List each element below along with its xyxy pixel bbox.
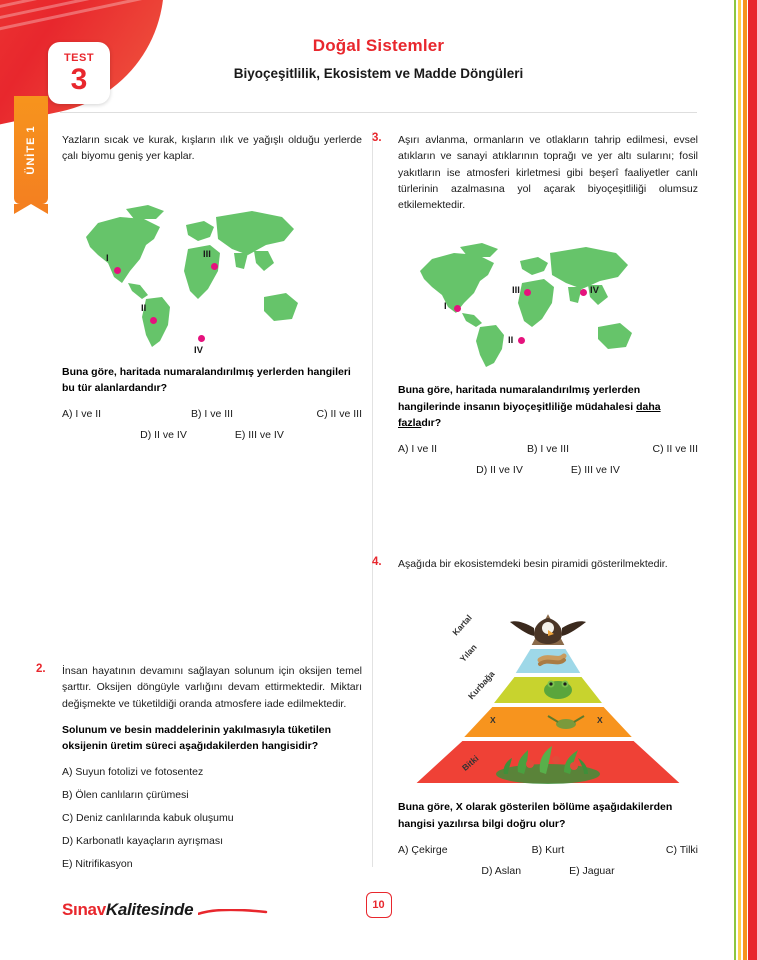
- left-column: [36, 132, 362, 881]
- map-pin-label: IV: [194, 344, 203, 356]
- question-number: 2.: [36, 663, 46, 676]
- map-pin-label: II: [141, 302, 147, 314]
- logo-swoosh-icon: [198, 909, 268, 915]
- test-badge-number: 3: [70, 62, 88, 96]
- pyramid-level-label-4: X: [490, 715, 496, 726]
- logo-text-secondary: Kalitesinde: [105, 900, 194, 919]
- column-divider: [372, 132, 373, 867]
- pyramid-level-label-3: Kurbağa: [465, 669, 497, 702]
- question-1: [62, 132, 362, 441]
- map-pin-label: II: [508, 335, 514, 347]
- test-badge: [48, 42, 110, 104]
- world-map-question-3: [402, 227, 652, 372]
- question-prompt: Solunum ve besin maddelerinin yakılmasıyla tüketilen oksijenin üretim süreci aşağıdakilerden hangisidir?: [62, 723, 332, 753]
- map-pin-label: IV: [590, 285, 599, 297]
- snake-illustration: [540, 656, 564, 664]
- option-row: [398, 464, 698, 476]
- option-row: [398, 443, 698, 455]
- option-b[interactable]: B) Ölen canlıların çürümesi: [62, 789, 189, 802]
- pyramid-x-label-right: X: [597, 715, 603, 726]
- page-header: [0, 36, 757, 81]
- page-number: 10: [366, 892, 392, 918]
- option-e[interactable]: E) Nitrifikasyon: [62, 858, 133, 871]
- option-a[interactable]: A) I ve II: [398, 443, 438, 456]
- option-d[interactable]: D) II ve IV: [476, 464, 523, 477]
- question-stem: Yazların sıcak ve kurak, kışların ılık ve yağışlı olduğu yerlerde çalı biyomu geniş yer kaplar.: [62, 134, 362, 163]
- question-number: 4.: [372, 556, 382, 569]
- edge-bar-green: [734, 0, 736, 960]
- pyramid-level-label-1: Kartal: [450, 613, 474, 638]
- page-subtitle: Biyoçeşitlilik, Ekosistem ve Madde Döngüleri: [233, 66, 524, 81]
- option-b[interactable]: B) I ve III: [190, 408, 233, 421]
- edge-bar-yellow: [738, 0, 741, 960]
- option-e[interactable]: E) III ve IV: [234, 429, 284, 442]
- question-3: [372, 132, 698, 477]
- option-d[interactable]: D) Karbonatlı kayaçların ayrışması: [62, 835, 224, 848]
- map-pin-label: I: [444, 301, 447, 313]
- question-prompt: [398, 382, 698, 431]
- option-row: [62, 429, 362, 441]
- right-column: [372, 132, 698, 886]
- map-pin-1: [114, 267, 121, 274]
- option-c[interactable]: C) Tilki: [665, 843, 698, 856]
- unit-tab: [14, 96, 48, 204]
- page-edge-decoration: [731, 0, 757, 960]
- question-1-options: [62, 408, 362, 441]
- map-pin-3: [211, 263, 218, 270]
- prompt-underlined: daha fazla: [398, 400, 661, 429]
- world-map-question-1: [68, 179, 318, 354]
- option-c[interactable]: C) II ve III: [652, 443, 698, 456]
- food-pyramid-diagram: [398, 584, 698, 789]
- question-4: [372, 556, 698, 877]
- world-map-svg: [68, 179, 318, 354]
- prompt-part-2: dır?: [421, 416, 442, 429]
- option-d[interactable]: D) Aslan: [481, 864, 522, 877]
- option-a[interactable]: A) I ve II: [62, 408, 102, 421]
- header-divider: [60, 112, 697, 113]
- question-4-options: [398, 844, 698, 877]
- option-e[interactable]: E) III ve IV: [570, 464, 620, 477]
- world-map-svg: [402, 227, 652, 372]
- eagle-illustration: [510, 618, 586, 644]
- publisher-logo: [62, 900, 268, 920]
- option-row: [398, 844, 698, 856]
- option-a[interactable]: A) Çekirge: [398, 843, 448, 856]
- pyramid-level-label-2: Yılan: [457, 642, 479, 665]
- map-pin-label: III: [203, 248, 211, 260]
- option-b[interactable]: B) I ve III: [526, 443, 569, 456]
- question-2-options: [62, 766, 362, 870]
- option-e[interactable]: E) Jaguar: [569, 864, 615, 877]
- option-c[interactable]: C) Deniz canlılarında kabuk oluşumu: [62, 812, 234, 825]
- test-badge-label: TEST: [63, 51, 95, 64]
- question-stem: İnsan hayatının devamını sağlayan solunum için oksijen temel şarttır. Oksijen döngüyle varlığını devam ettirmektedir. Miktarı değişmekte ve tüketildiği oranda atmosfere iade edilmektedir.: [62, 665, 362, 710]
- map-pin-2: [150, 317, 157, 324]
- option-row: [398, 865, 698, 877]
- question-prompt: Buna göre, haritada numaralandırılmış yerlerden hangileri bu tür alanlardandır?: [62, 365, 351, 394]
- logo-text-primary: Sınav: [62, 900, 106, 919]
- option-b[interactable]: B) Kurt: [531, 843, 565, 856]
- edge-bar-red: [748, 0, 757, 960]
- question-stem: Aşırı avlanma, ormanların ve otlakların tahrip edilmesi, evsel atıkların ve sanayi atıklarının toprağı ve yer altı sularını; fosil yakıtların ise atmosferi kirletmesi gibi beşerî faaliyetler canlı türlerinin azalmasına yol açarak biyoçeşitliliği olumsuz etkilemektedir.: [398, 134, 698, 212]
- pyramid-level-label-5: Bitki: [459, 753, 481, 774]
- map-pin-label: I: [106, 252, 109, 264]
- pyramid-svg: [398, 584, 698, 789]
- edge-bar-orange: [743, 0, 747, 960]
- map-pin-4: [198, 335, 205, 342]
- prompt-part-1: Buna göre, haritada numaralandırılmış yerlerden hangilerinde insanın biyoçeşitliliğe müdahalesi: [398, 384, 641, 413]
- option-a[interactable]: A) Suyun fotolizi ve fotosentez: [62, 766, 204, 779]
- option-c[interactable]: C) II ve III: [316, 408, 362, 421]
- page-title: Doğal Sistemler: [312, 36, 445, 55]
- option-d[interactable]: D) II ve IV: [140, 429, 187, 442]
- question-number: 3.: [372, 132, 382, 144]
- question-3-options: [398, 443, 698, 476]
- map-pin-label: III: [512, 285, 520, 297]
- frog-illustration: [544, 681, 572, 700]
- question-prompt: Buna göre, X olarak gösterilen bölüme aşağıdakilerden hangisi yazılırsa bilgi doğru olur?: [398, 801, 673, 830]
- question-stem: Aşağıda bir ekosistemdeki besin piramidi gösterilmektedir.: [398, 558, 668, 571]
- unit-tab-label: ÜNİTE 1: [25, 125, 37, 175]
- option-row: [62, 408, 362, 420]
- question-2: [36, 663, 362, 871]
